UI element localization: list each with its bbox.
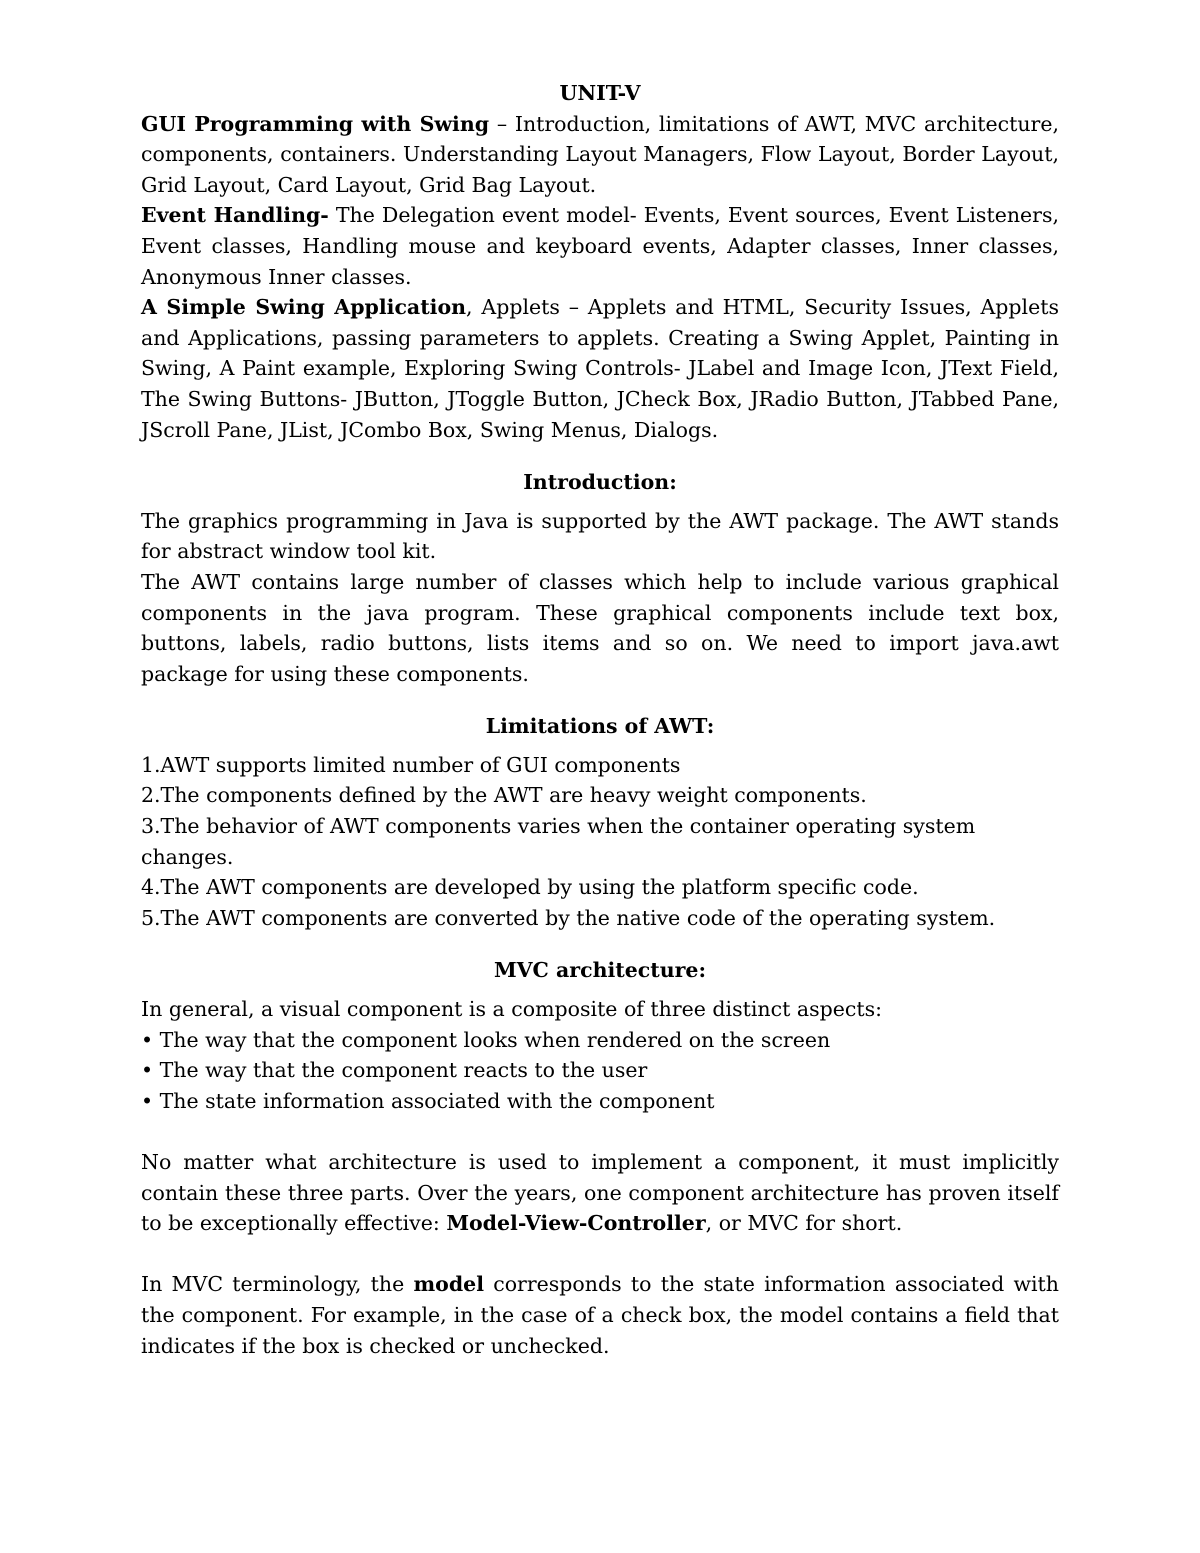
- syllabus-swing-text: , Applets – Applets and HTML, Security Issues, Applets and Applications, passing parameters to applets. Creating a Swing Applet, Painting in Swing, A Paint example, Exploring Swing Controls- JLabel and Image Icon, JText Field, The Swing Buttons- JButton, JToggle Button, JCheck Box, JRadio Button, JTabbed Pane, JScroll Pane, JList, JCombo Box, Swing Menus, Dialogs.: [141, 295, 1059, 442]
- mvc-paragraph-2-bold: Model-View-Controller: [446, 1211, 706, 1236]
- mvc-paragraph-2-start: No matter what architecture is used to implement a component, it must implicitly contain these three parts. Over the years, one component architecture has proven itself to be exceptionally effective:: [141, 1150, 1059, 1236]
- limitation-item-3: 3.The behavior of AWT components varies when the container operating system changes.: [141, 814, 976, 869]
- spacer: [141, 1239, 1059, 1270]
- mvc-heading: MVC architecture:: [493, 958, 707, 983]
- syllabus-gui-text: – Introduction, limitations of AWT, MVC architecture, components, containers. Understanding Layout Managers, Flow Layout, Border Layout, Grid Layout, Card Layout, Grid Bag Layout.: [141, 111, 1059, 197]
- syllabus-event-text: The Delegation event model- Events, Event sources, Event Listeners, Event classes, Handling mouse and keyboard events, Adapter classes, Inner classes, Anonymous Inner classes.: [141, 203, 1059, 289]
- mvc-paragraph-3-start: In MVC terminology, the: [141, 1272, 414, 1297]
- limitation-item-4: 4.The AWT components are developed by using the platform specific code.: [141, 875, 919, 900]
- limitations-heading: Limitations of AWT:: [485, 714, 715, 739]
- mvc-paragraph-3-bold: model: [413, 1272, 484, 1297]
- syllabus-event-paragraph: [141, 200, 1059, 292]
- syllabus-gui-bold: GUI Programming with Swing: [141, 111, 490, 136]
- limitation-item-2: 2.The components defined by the AWT are heavy weight components.: [141, 783, 867, 808]
- document-page: [141, 78, 1059, 1361]
- syllabus-event-bold: Event Handling-: [141, 203, 329, 228]
- introduction-heading: Introduction:: [523, 470, 677, 495]
- mvc-paragraph-2-end: , or MVC for short.: [705, 1211, 903, 1236]
- mvc-intro: In general, a visual component is a composite of three distinct aspects:: [141, 997, 882, 1022]
- unit-title: UNIT-V: [559, 81, 641, 105]
- limitation-item-5: 5.The AWT components are converted by the native code of the operating system.: [141, 905, 996, 930]
- mvc-paragraph-3-end: corresponds to the state information associated with the component. For example, in the case of a check box, the model contains a field that indicates if the box is checked or unchecked.: [141, 1272, 1059, 1358]
- syllabus-gui-paragraph: [141, 109, 1059, 201]
- mvc-bullet-2: • The way that the component reacts to the user: [141, 1058, 648, 1083]
- introduction-paragraph-1: The graphics programming in Java is supported by the AWT package. The AWT stands for abstract window tool kit.: [141, 508, 1059, 564]
- mvc-bullet-3: • The state information associated with the component: [141, 1088, 715, 1113]
- mvc-paragraph-2: [141, 1147, 1059, 1239]
- syllabus-swing-paragraph: [141, 292, 1059, 445]
- mvc-paragraph-3: [141, 1269, 1059, 1361]
- introduction-paragraph-2: The AWT contains large number of classes which help to include various graphical components in the java program. These graphical components include text box, buttons, labels, radio buttons, lists items and so on. We need to import java.awt package for using these components.: [141, 569, 1059, 686]
- limitation-item-1: 1.AWT supports limited number of GUI components: [141, 752, 681, 777]
- mvc-bullet-1: • The way that the component looks when rendered on the screen: [141, 1027, 831, 1052]
- syllabus-swing-bold: A Simple Swing Application: [141, 295, 467, 320]
- spacer: [141, 1116, 1059, 1147]
